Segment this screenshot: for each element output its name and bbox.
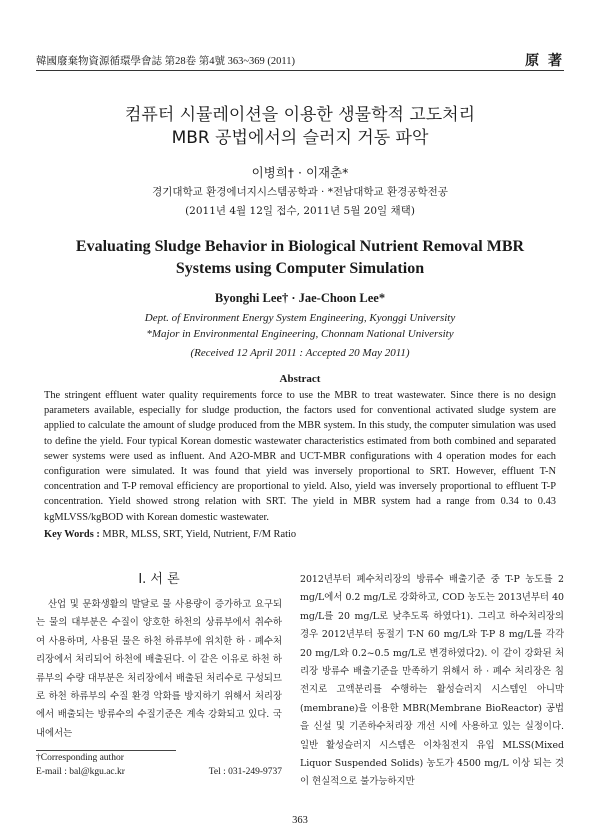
footnote-tel: Tel : 031-249-9737 <box>208 767 282 777</box>
korean-title-line-1: 컴퓨터 시뮬레이션을 이용한 생물학적 고도처리 <box>124 105 476 125</box>
english-affiliation-1: Dept. of Environment Energy System Engineering, Kyonggi University <box>144 312 456 324</box>
footnote-email: E-mail : bal@kgu.ac.kr <box>36 767 125 777</box>
keywords-list: MBR, MLSS, SRT, Yield, Nutrient, F/M Ratio <box>99 529 297 540</box>
english-title-line-2: Systems using Computer Simulation <box>175 260 425 277</box>
abstract-text: The stringent effluent water quality requirements force to use the MBR to treat wastewater. Since there is no design parameters available, especially for sludge production, the factors used for conventional activated sludge system are applied to calculate the amount of sludge produced from the MBR system. In this study, the computer simulation was used to define the yield. Four typical Korean domestic wastewater characteristics estimated from both combined and separated sewer systems were used as influent. And A2O-MBR and UCT-MBR configurations with 4 operation modes for each configuration were simulated. It was found that yield was inversely proportional to SRT. However, effluent T-N concentration and T-P removal efficiency are proportional to yield. Also, yield was inversely proportional to effluent T-P concentration. Yield showed strong relation with SRT. The yield in MBR system had a range from 0.34 to 0.43 kgMLVSS/kgBOD with Korean domestic wastewater. <box>44 390 556 523</box>
keywords <box>44 529 556 540</box>
article-type-label: 原 著 <box>525 53 564 69</box>
english-title <box>0 236 600 280</box>
keywords-label: Key Words : <box>44 529 100 540</box>
english-affiliation <box>0 310 600 342</box>
abstract-heading: Abstract <box>279 373 321 385</box>
english-authors: Byonghi Lee† · Jae-Choon Lee* <box>214 291 386 305</box>
english-title-line-1: Evaluating Sludge Behavior in Biological Nutrient Removal MBR <box>75 238 525 255</box>
body-left-column: 산업 및 문화생활의 발달로 물 사용량이 증가하고 요구되는 물의 대부분은 수질이 양호한 하천의 상류부에서 취수하여 사용하며, 사용된 물은 하천 하류부에 위치한 하 · 폐수처리장에서 처리되어 하천에 배출된다. 이 같은 이유로 하천 하류부의 수량 대부분은 처리장에서 배출된 처리수로 구성되므로 하천 하류부의 수질 환경 악화를 방지하기 위해서 처리장에서 배출되는 방류수의 수질기준은 계속 강화되고 있다. 국내에서는 <box>36 599 282 739</box>
body-right-column: 2012년부터 폐수처리장의 방류수 배출기준 중 T-P 농도를 2 mg/L에서 0.2 mg/L로 강화하고, COD 농도는 2013년부터 40 mg/L를 20 mg/L로 낮추도록 하였다1). 그리고 하수처리장의 경우 2012년부터 동절기 T-N 60 mg/L와 T-P 8 mg/L를 각각 20 mg/L와 0.2~0.5 mg/L로 변경하였다2). 이 같이 강화된 처리장 방류수 배출기준을 만족하기 위해서 하 · 폐수 처리장은 침전지로 고액분리를 수행하는 활성슬러지 시스템인 아니막(membrane)을 이용한 MBR(Membrane BioReactor) 공법을 신설 및 기존하수처리장 개선 시에 사용하고 있는 실정이다. 일반 활성슬러지 시스템은 이차침전지 유입 MLSS(Mixed Liquor Suspended Solids) 농도가 4500 mg/L 이상 되는 것이 현실적으로 불가능하지만 <box>300 574 564 788</box>
journal-citation: 韓國廢棄物資源循環學會誌 第28卷 第4號 363~369 (2011) <box>36 56 296 67</box>
english-dates: (Received 12 April 2011 : Accepted 20 May 2011) <box>190 347 410 359</box>
footnote-corresponding: †Corresponding author <box>36 753 124 763</box>
footnote-rule <box>36 750 176 751</box>
korean-title <box>0 104 600 150</box>
korean-dates: (2011년 4월 12일 접수, 2011년 5월 20일 채택) <box>185 205 415 217</box>
section-heading-introduction: I. 서 론 <box>138 572 180 587</box>
korean-affiliation: 경기대학교 환경에너지시스템공학과 · *전남대학교 환경공학전공 <box>152 186 448 198</box>
header-rule <box>36 70 564 71</box>
korean-authors: 이병희† · 이재춘* <box>251 165 349 180</box>
page-number: 363 <box>292 815 308 826</box>
korean-title-line-2: MBR 공법에서의 슬러지 거동 파악 <box>171 128 429 148</box>
running-header <box>36 50 564 68</box>
english-affiliation-2: *Major in Environmental Engineering, Chonnam National University <box>146 328 454 340</box>
